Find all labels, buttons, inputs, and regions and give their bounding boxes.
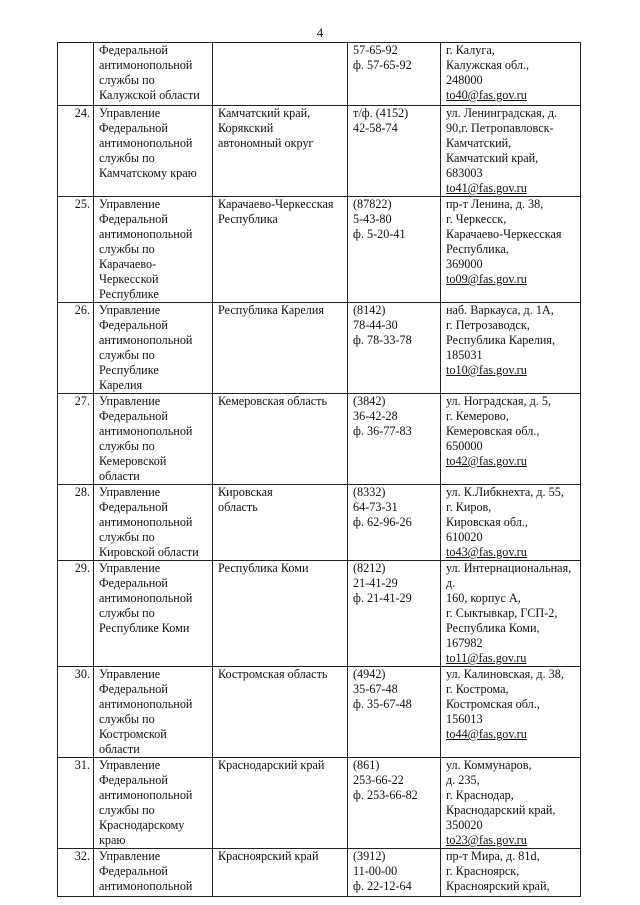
- email-link[interactable]: to41@fas.gov.ru: [446, 181, 527, 195]
- phone-numbers: т/ф. (4152) 42-58-74: [348, 106, 441, 197]
- table-row: [58, 849, 581, 897]
- email-link[interactable]: to42@fas.gov.ru: [446, 454, 527, 468]
- phone-numbers: (8332) 64-73-31 ф. 62-96-26: [348, 485, 441, 561]
- region-name: Республика Карелия: [213, 303, 348, 394]
- address-cell: [441, 197, 581, 303]
- phone-numbers: (3842) 36-42-28 ф. 36-77-83: [348, 394, 441, 485]
- phone-numbers: (3912) 11-00-00 ф. 22-12-64: [348, 849, 441, 897]
- postal-address: г. Калуга, Калужская обл., 248000: [446, 43, 530, 87]
- table-row: [58, 561, 581, 667]
- address-cell: [441, 849, 581, 897]
- region-name: Республика Коми: [213, 561, 348, 667]
- email-link[interactable]: to09@fas.gov.ru: [446, 272, 527, 286]
- office-name: Управление Федеральной антимонопольной службы по Краснодарскому краю: [94, 758, 213, 849]
- row-number: 29.: [58, 561, 94, 667]
- postal-address: пр-т Мира, д. 81d, г. Красноярск, Красноярский край,: [446, 849, 550, 893]
- table-row: [58, 667, 581, 758]
- office-name: Управление Федеральной антимонопольной: [94, 849, 213, 897]
- page-number: 4: [316, 25, 324, 40]
- row-number: 27.: [58, 394, 94, 485]
- office-name: Управление Федеральной антимонопольной службы по Карачаево- Черкесской Республике: [94, 197, 213, 303]
- office-name: Управление Федеральной антимонопольной службы по Кемеровской области: [94, 394, 213, 485]
- email-link[interactable]: to43@fas.gov.ru: [446, 545, 527, 559]
- address-cell: [441, 303, 581, 394]
- email-link[interactable]: to23@fas.gov.ru: [446, 833, 527, 847]
- table-row: [58, 106, 581, 197]
- region-name: Красноярский край: [213, 849, 348, 897]
- row-number: 31.: [58, 758, 94, 849]
- address-cell: [441, 394, 581, 485]
- table-row: [58, 758, 581, 849]
- postal-address: ул. Коммунаров, д. 235, г. Краснодар, Краснодарский край, 350020: [446, 758, 556, 832]
- region-name: Кировская область: [213, 485, 348, 561]
- region-name: Краснодарский край: [213, 758, 348, 849]
- row-number: 25.: [58, 197, 94, 303]
- row-number: [58, 43, 94, 106]
- row-number: 28.: [58, 485, 94, 561]
- row-number: 26.: [58, 303, 94, 394]
- region-name: [213, 43, 348, 106]
- phone-numbers: 57-65-92 ф. 57-65-92: [348, 43, 441, 106]
- address-cell: [441, 43, 581, 106]
- email-link[interactable]: to40@fas.gov.ru: [446, 88, 527, 102]
- fas-offices-table: [57, 42, 581, 897]
- phone-numbers: (87822) 5-43-80 ф. 5-20-41: [348, 197, 441, 303]
- email-link[interactable]: to10@fas.gov.ru: [446, 363, 527, 377]
- address-cell: [441, 667, 581, 758]
- phone-numbers: (861) 253-66-22 ф. 253-66-82: [348, 758, 441, 849]
- phone-numbers: (8212) 21-41-29 ф. 21-41-29: [348, 561, 441, 667]
- postal-address: ул. Ленинградская, д. 90,г. Петропавловск- Камчатский, Камчатский край, 683003: [446, 106, 558, 180]
- office-name: Управление Федеральной антимонопольной службы по Республике Коми: [94, 561, 213, 667]
- table-body: [58, 43, 581, 897]
- address-cell: [441, 758, 581, 849]
- phone-numbers: (4942) 35-67-48 ф. 35-67-48: [348, 667, 441, 758]
- region-name: Кемеровская область: [213, 394, 348, 485]
- postal-address: ул. Ноградская, д. 5, г. Кемерово, Кемеровская обл., 650000: [446, 394, 552, 453]
- region-name: Костромская область: [213, 667, 348, 758]
- postal-address: наб. Варкауса, д. 1А, г. Петрозаводск, Республика Карелия, 185031: [446, 303, 556, 362]
- address-cell: [441, 485, 581, 561]
- table-row: [58, 394, 581, 485]
- address-cell: [441, 106, 581, 197]
- row-number: 30.: [58, 667, 94, 758]
- office-name: Управление Федеральной антимонопольной службы по Кировской области: [94, 485, 213, 561]
- office-name: Управление Федеральной антимонопольной службы по Костромской области: [94, 667, 213, 758]
- address-cell: [441, 561, 581, 667]
- table-row: [58, 303, 581, 394]
- row-number: 24.: [58, 106, 94, 197]
- office-name: Управление Федеральной антимонопольной службы по Камчатскому краю: [94, 106, 213, 197]
- postal-address: ул. Калиновская, д. 38, г. Кострома, Костромская обл., 156013: [446, 667, 564, 726]
- phone-numbers: (8142) 78-44-30 ф. 78-33-78: [348, 303, 441, 394]
- table-row: [58, 485, 581, 561]
- row-number: 32.: [58, 849, 94, 897]
- postal-address: ул. К.Либкнехта, д. 55, г. Киров, Кировская обл., 610020: [446, 485, 564, 544]
- region-name: Камчатский край, Корякский автономный округ: [213, 106, 348, 197]
- email-link[interactable]: to11@fas.gov.ru: [446, 651, 527, 665]
- region-name: Карачаево-Черкесская Республика: [213, 197, 348, 303]
- table-row: [58, 43, 581, 106]
- office-name: Управление Федеральной антимонопольной службы по Республике Карелия: [94, 303, 213, 394]
- postal-address: ул. Интернациональная, д. 160, корпус А, г. Сыктывкар, ГСП-2, Республика Коми, 167982: [446, 561, 572, 650]
- postal-address: пр-т Ленина, д. 38, г. Черкесск, Карачаево-Черкесская Республика, 369000: [446, 197, 562, 271]
- email-link[interactable]: to44@fas.gov.ru: [446, 727, 527, 741]
- office-name: Федеральной антимонопольной службы по Калужской области: [94, 43, 213, 106]
- table-row: [58, 197, 581, 303]
